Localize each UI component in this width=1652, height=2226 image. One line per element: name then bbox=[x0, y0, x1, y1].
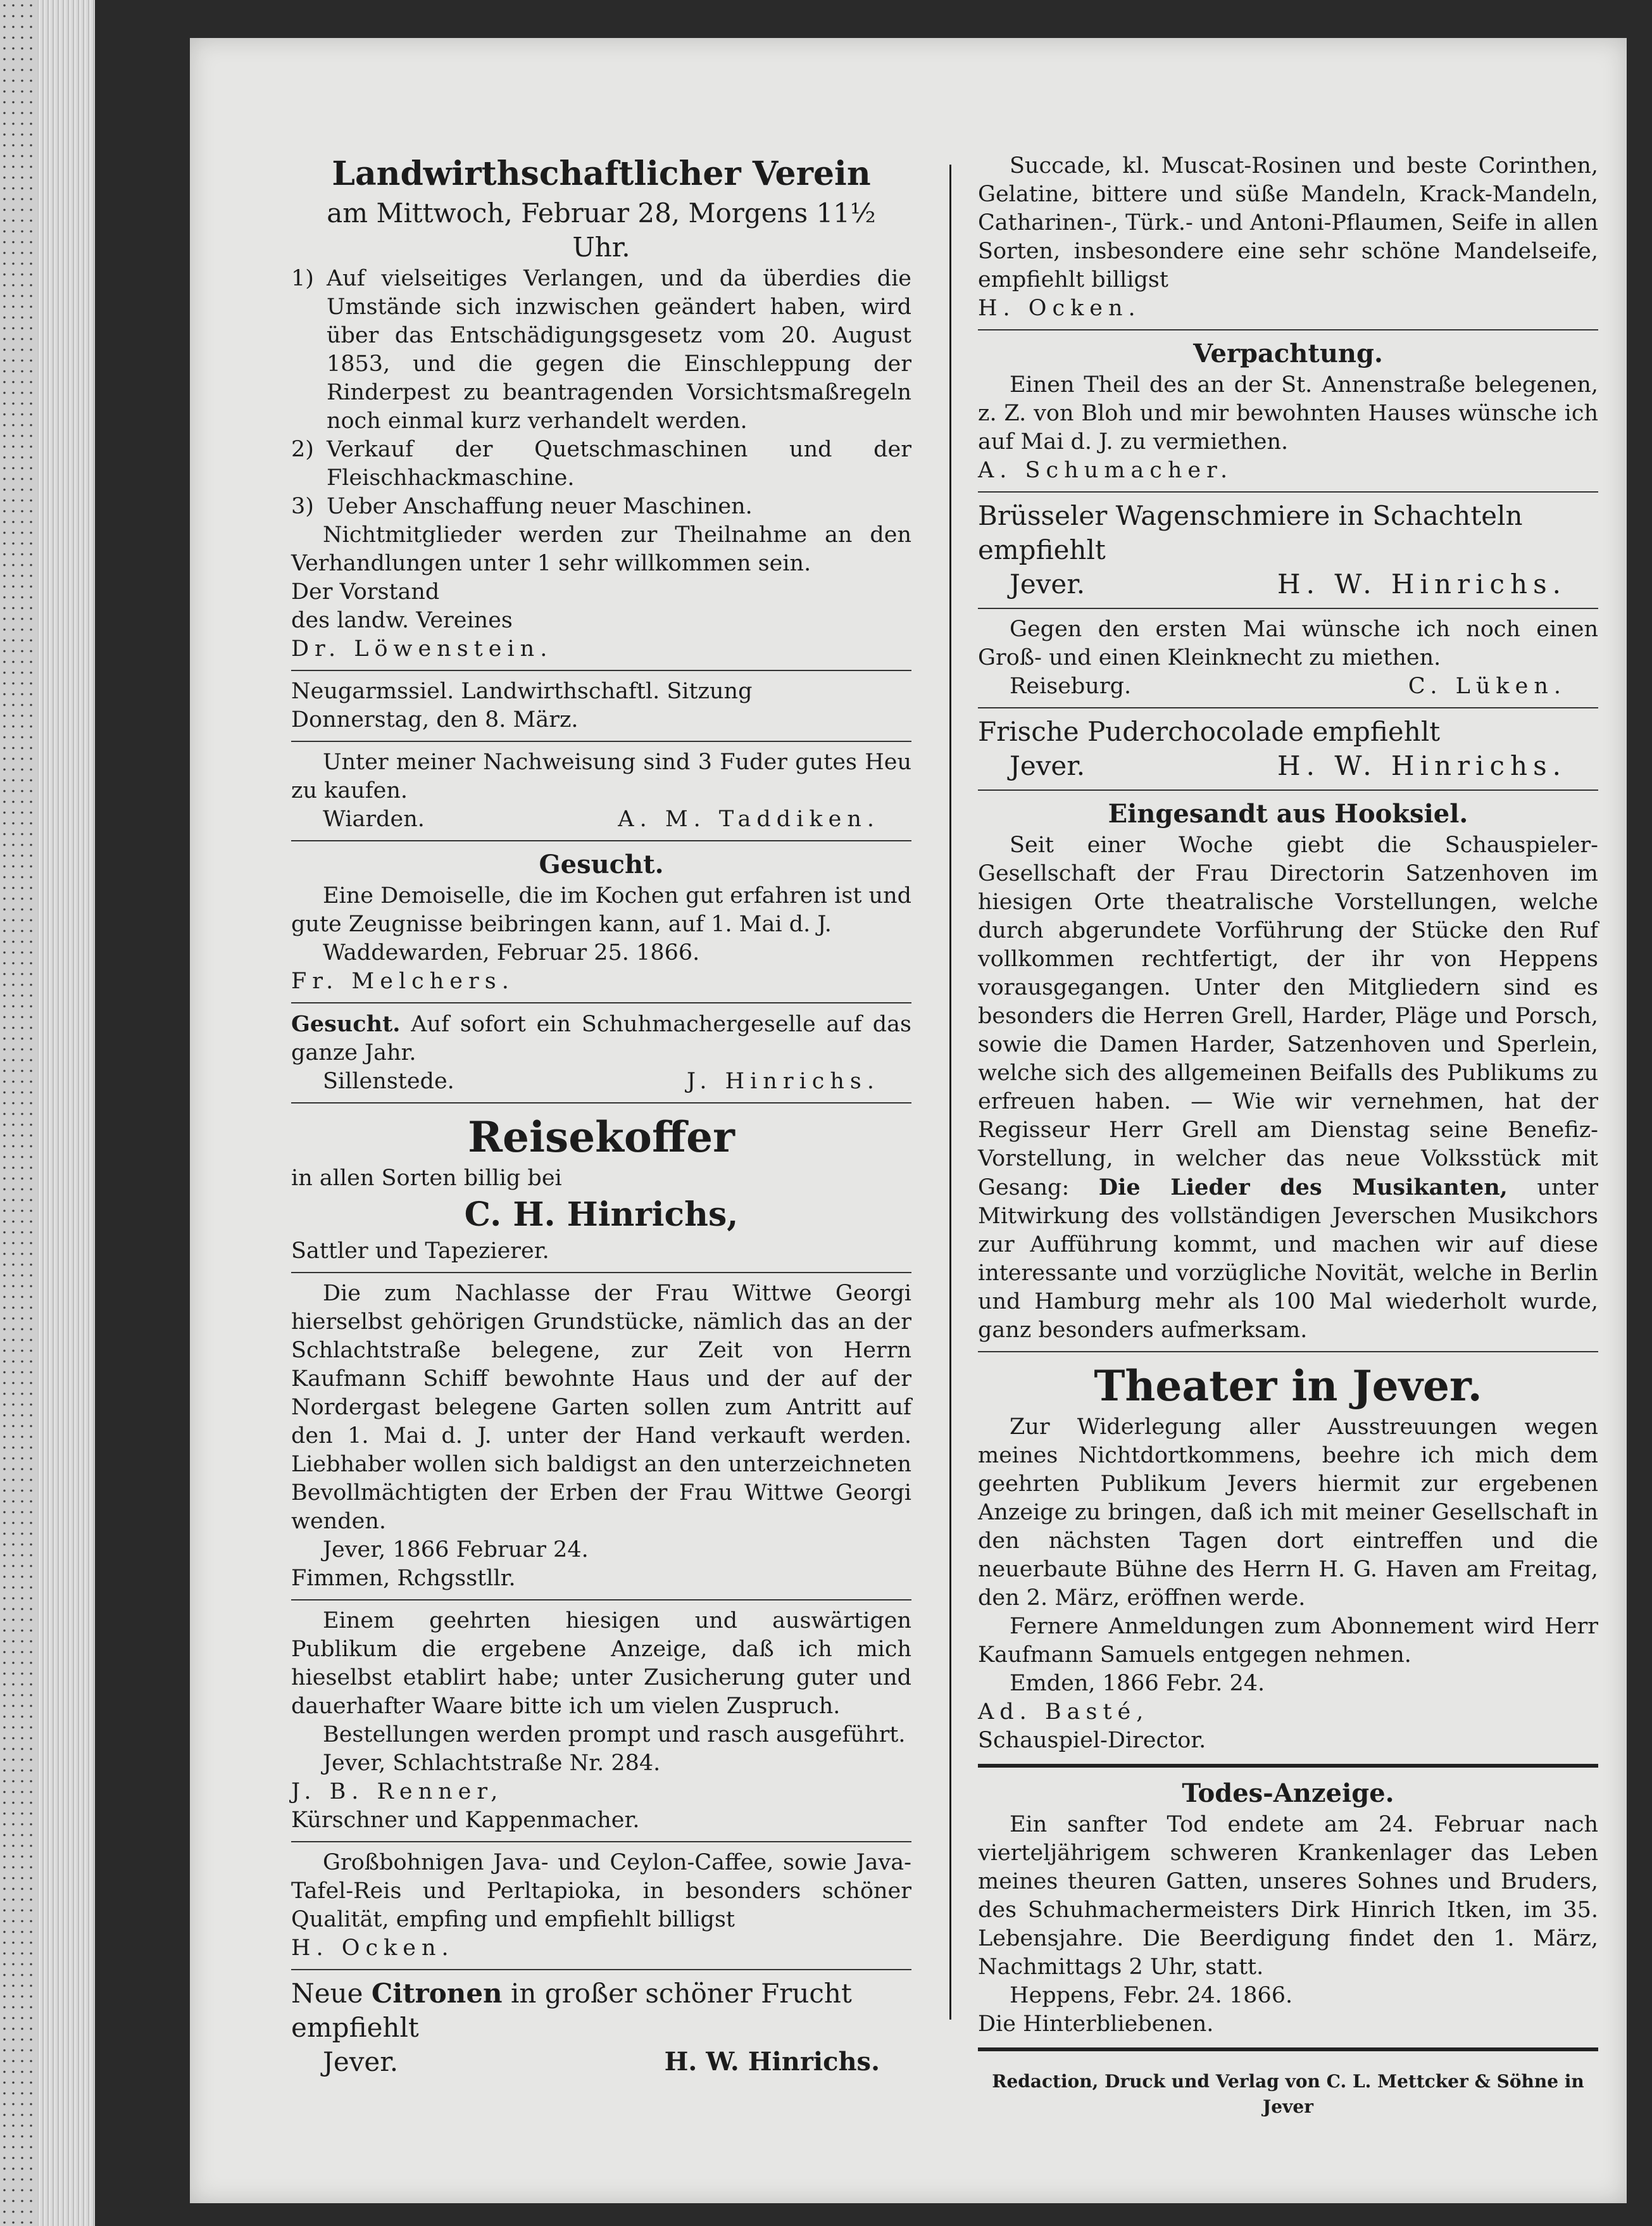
ad-role: Schauspiel-Director. bbox=[978, 1728, 1206, 1753]
ad-date: Jever, 1866 Februar 24. bbox=[323, 1537, 589, 1563]
left-column bbox=[291, 152, 911, 2079]
article-title: Eingesandt aus Hooksiel. bbox=[1108, 799, 1468, 829]
ad-name: A. M. Taddiken. bbox=[618, 807, 880, 832]
article-highlight: Die Lieder des Musikanten, bbox=[1098, 1174, 1508, 1200]
ad-title: Gesucht. bbox=[291, 1011, 401, 1037]
ad-title: Reisekoffer bbox=[468, 1112, 735, 1162]
ad-name: A. Schumacher. bbox=[978, 458, 1234, 483]
notice-place-date: Heppens, Febr. 24. 1866. bbox=[1010, 1983, 1293, 2008]
ad-text: Auf sofort ein Schuhmachergeselle auf das ganze Jahr. bbox=[291, 1012, 911, 1066]
separator-thick bbox=[978, 2047, 1598, 2051]
book-cover-edge bbox=[0, 0, 38, 2226]
ad-title: Gesucht. bbox=[539, 850, 664, 879]
signature-line: Der Vorstand bbox=[291, 579, 440, 605]
separator-thick bbox=[978, 1764, 1598, 1768]
ad-text: Unter meiner Nachweisung sind 3 Fuder gutes Heu zu kaufen. bbox=[291, 750, 911, 803]
agenda-item bbox=[291, 265, 911, 436]
separator bbox=[291, 1841, 911, 1842]
notice-todes-anzeige bbox=[978, 1776, 1598, 2039]
meeting-date: am Mittwoch, Februar 28, Morgens 11½ bbox=[327, 198, 876, 229]
ad-name: H. W. Hinrichs. bbox=[664, 2047, 880, 2077]
separator bbox=[978, 608, 1598, 609]
ad-date: Emden, 1866 Febr. 24. bbox=[1010, 1671, 1265, 1696]
ad-gesucht-demoiselle bbox=[291, 848, 911, 996]
separator bbox=[291, 1969, 911, 1970]
ad-place-date: Waddewarden, Februar 25. 1866. bbox=[323, 940, 700, 965]
separator bbox=[291, 1102, 911, 1104]
ad-line: Frische Puderchocolade empfiehlt bbox=[978, 716, 1441, 747]
signature-line: des landw. Vereines bbox=[291, 608, 513, 633]
separator bbox=[978, 329, 1598, 330]
ad-line: Brüsseler Wagenschmiere in Schachteln bbox=[978, 500, 1523, 531]
ad-address: Jever, Schlachtstraße Nr. 284. bbox=[323, 1751, 661, 1776]
ad-place: Wiarden. bbox=[323, 807, 425, 832]
ad-name: H. W. Hinrichs. bbox=[1277, 750, 1567, 781]
ad-name: H. Ocken. bbox=[978, 296, 1141, 321]
agenda-number: 1) bbox=[291, 266, 314, 291]
signature-name: Dr. Löwenstein. bbox=[291, 636, 553, 662]
ad-line: empfiehlt bbox=[291, 2012, 419, 2043]
separator bbox=[291, 670, 911, 671]
ad-name: J. Hinrichs. bbox=[687, 1069, 880, 1094]
ad-line: Neugarmssiel. Landwirthschaftl. Sitzung bbox=[291, 679, 753, 704]
ad-text: in großer schöner Frucht bbox=[510, 1978, 852, 2009]
ad-place: Jever. bbox=[1010, 569, 1086, 600]
ad-signature-row bbox=[978, 567, 1598, 601]
agenda-text: Verkauf der Quetschmaschinen und der Fleischhackmaschine. bbox=[327, 437, 911, 491]
ad-title: Landwirthschaftlicher Verein bbox=[332, 154, 871, 193]
ad-heu bbox=[291, 748, 911, 834]
agenda-number: 2) bbox=[291, 437, 314, 462]
ad-text: Zur Widerlegung aller Ausstreuungen wegen meines Nichtdortkommens, beehre ich mich dem geehrten Publikum Jevers hiermit zur ergebenen Anzeige zu bringen, daß ich mit meiner Gesellschaft in den nächsten Tagen dort eintreffen und die neuerbaute Bühne des Herrn H. G. Haven am Freitag, den 2. März, eröffnen werde. bbox=[978, 1414, 1598, 1611]
guests-note: Nichtmitglieder werden zur Theilnahme an den Verhandlungen unter 1 sehr willkommen sein. bbox=[291, 522, 911, 576]
ad-trade: Kürschner und Kappenmacher. bbox=[291, 1808, 640, 1833]
ad-text: Fernere Anmeldungen zum Abonnement wird Herr Kaufmann Samuels entgegen nehmen. bbox=[978, 1614, 1598, 1668]
ad-puderchocolade bbox=[978, 715, 1598, 783]
ad-name: Ad. Basté, bbox=[978, 1699, 1149, 1725]
ad-line: empfiehlt bbox=[978, 534, 1106, 565]
ad-landwirthschaftlicher-verein bbox=[291, 152, 911, 663]
ad-name: H. W. Hinrichs. bbox=[1277, 569, 1567, 600]
separator bbox=[291, 1272, 911, 1273]
notice-title: Todes-Anzeige. bbox=[1182, 1778, 1394, 1808]
agenda-item bbox=[291, 436, 911, 493]
ad-text: Succade, kl. Muscat-Rosinen und beste Corinthen, Gelatine, bittere und süße Mandeln, Krack-Mandeln, Catharinen-, Türk.- und Antoni-Pflaumen, Seife in allen Sorten, insbesondere eine sehr schöne Mandelseife, empfiehlt billigst bbox=[978, 153, 1598, 292]
ad-signature-row bbox=[291, 805, 911, 834]
article-text: unter Mitwirkung des vollständigen Jeverschen Musikchors zur Aufführung kommt, und machen wir auf diese interessante und vorzügliche Novität, welche in Berlin und Hamburg mehr als 100 Mal wiederholt wurde, ganz besonders aufmerksam. bbox=[978, 1175, 1598, 1343]
agenda-number: 3) bbox=[291, 494, 314, 519]
separator bbox=[291, 840, 911, 841]
notice-signature: Die Hinterbliebenen. bbox=[978, 2011, 1214, 2037]
ad-text: Die zum Nachlasse der Frau Wittwe Georgi hierselbst gehörigen Grundstücke, nämlich das an der Schlachtstraße belegene, zur Zeit von Herrn Kaufmann Schiff bewohnte Haus und der auf der Nordergast belegene Garten sollen zum Antritt auf den 1. Mai d. J. unter der Hand verkauft werden. Liebhaber wollen sich baldigst an den unterzeichneten Bevollmächtigten der Erben der Frau Wittwe Georgi wenden. bbox=[291, 1281, 911, 1534]
ad-text: Eine Demoiselle, die im Kochen gut erfahren ist und gute Zeugnisse beibringen kann, auf 1. Mai d. J. bbox=[291, 883, 912, 937]
article-text: Seit einer Woche giebt die Schauspieler-Gesellschaft der Frau Directorin Satzenhoven im hiesigen Orte theatralische Vorstellungen, welche durch abgerundete Vorführung der Stücke den Ruf vollkommen rechtfertigt, der ihr von Heppens vorausgegangen. Unter den Mitgliedern sind es besonders die Herren Grell, Harder, Pläge und Porsch, sowie die Damen Harder, Satzenhoven und Sperlein, welche sich des allgemeinen Beifalls des Publikums zu erfreuen haben. — Wie wir vernehmen, hat der Regisseur Herr Grell am Dienstag seine Benefiz-Vorstellung, in welcher das neue Volksstück mit Gesang: bbox=[978, 833, 1598, 1200]
ad-knecht bbox=[978, 615, 1598, 701]
ad-trade: Sattler und Tapezierer. bbox=[291, 1238, 549, 1264]
ad-neugarmssiel bbox=[291, 677, 911, 734]
separator bbox=[291, 1599, 911, 1600]
separator bbox=[978, 491, 1598, 493]
separator bbox=[291, 1002, 911, 1003]
ad-highlight: Citronen bbox=[371, 1978, 503, 2009]
ad-text: Großbohnigen Java- und Ceylon-Caffee, sowie Java-Tafel-Reis und Perltapioka, in besonders schöner Qualität, empfing und empfiehlt billigst bbox=[291, 1850, 911, 1932]
ad-citronen bbox=[291, 1977, 911, 2079]
ad-title: Theater in Jever. bbox=[1094, 1361, 1482, 1411]
right-column bbox=[978, 152, 1598, 2137]
ad-name: Fr. Melchers. bbox=[291, 969, 515, 994]
ad-renner bbox=[291, 1607, 911, 1835]
separator bbox=[291, 741, 911, 742]
ad-name: C. Lüken. bbox=[1408, 674, 1567, 699]
ad-name: H. Ocken. bbox=[291, 1935, 454, 1961]
ad-place: Jever. bbox=[323, 2046, 399, 2077]
ad-signature-row bbox=[291, 2045, 911, 2079]
agenda-text: Ueber Anschaffung neuer Maschinen. bbox=[327, 494, 753, 519]
ad-caffee bbox=[291, 1849, 911, 1963]
ad-succade bbox=[978, 152, 1598, 323]
ad-orders: Bestellungen werden prompt und rasch ausgeführt. bbox=[323, 1722, 906, 1747]
separator bbox=[978, 707, 1598, 708]
article-hooksiel bbox=[978, 797, 1598, 1345]
ad-name: J. B. Renner, bbox=[291, 1779, 504, 1804]
ad-place: Reiseburg. bbox=[1010, 674, 1132, 699]
ad-name: C. H. Hinrichs, bbox=[464, 1195, 739, 1234]
newspaper-page bbox=[190, 38, 1627, 2203]
separator bbox=[978, 789, 1598, 791]
ad-wagenschmiere bbox=[978, 499, 1598, 601]
agenda-text: Auf vielseitiges Verlangen, und da überdies die Umstände sich inzwischen geändert haben, wird über das Entschädigungsgesetz vom 20. August 1853, und die gegen die Einschleppung der Rinderpest zu beantragenden Vorsichtsmaßregeln noch einmal kurz verhandelt werden. bbox=[327, 266, 911, 434]
ad-gesucht-schuhmacher bbox=[291, 1010, 911, 1096]
ad-text: Einen Theil des an der St. Annenstraße belegenen, z. Z. von Bloh und mir bewohnten Hauses wünsche ich auf Mai d. J. zu vermiethen. bbox=[978, 372, 1598, 455]
column-divider bbox=[949, 165, 951, 2020]
ad-signature-row bbox=[291, 1067, 911, 1096]
ad-title: Verpachtung. bbox=[1193, 339, 1383, 368]
ad-signature-row bbox=[978, 749, 1598, 783]
ad-text: Gegen den ersten Mai wünsche ich noch einen Groß- und einen Kleinknecht zu miethen. bbox=[978, 617, 1598, 670]
ad-nachlass-georgi bbox=[291, 1280, 911, 1593]
notice-text: Ein sanfter Tod endete am 24. Februar nach vierteljährigem schweren Krankenlager das Leben meines theuren Gatten, unseres Sohnes und Bruders, des Schuhmachermeisters Dirk Hinrich Itken, im 35. Lebensjahre. Die Beerdigung findet den 1. März, Nachmittags 2 Uhr, statt. bbox=[978, 1812, 1598, 1980]
ad-line: in allen Sorten billig bei bbox=[291, 1166, 562, 1191]
ad-theater bbox=[978, 1359, 1598, 1755]
ad-text: Einem geehrten hiesigen und auswärtigen Publikum die ergebene Anzeige, daß ich mich hieselbst etablirt habe; unter Zusicherung guter und dauerhafter Waare bitte ich um vielen Zuspruch. bbox=[291, 1608, 911, 1719]
ad-verpachtung bbox=[978, 337, 1598, 485]
ad-place: Jever. bbox=[1010, 750, 1086, 781]
agenda-item bbox=[291, 493, 911, 521]
ad-text: Neue bbox=[291, 1978, 363, 2009]
ad-reisekoffer bbox=[291, 1110, 911, 1266]
separator bbox=[978, 1351, 1598, 1352]
ad-signature: Fimmen, Rchgsstllr. bbox=[291, 1566, 516, 1591]
imprint: Redaction, Druck und Verlag von C. L. Mettcker & Söhne in Jever bbox=[992, 2071, 1584, 2117]
meeting-time-unit: Uhr. bbox=[572, 232, 630, 263]
ad-signature-row bbox=[978, 672, 1598, 701]
ad-line: Donnerstag, den 8. März. bbox=[291, 707, 579, 733]
ad-place: Sillenstede. bbox=[323, 1069, 454, 1094]
